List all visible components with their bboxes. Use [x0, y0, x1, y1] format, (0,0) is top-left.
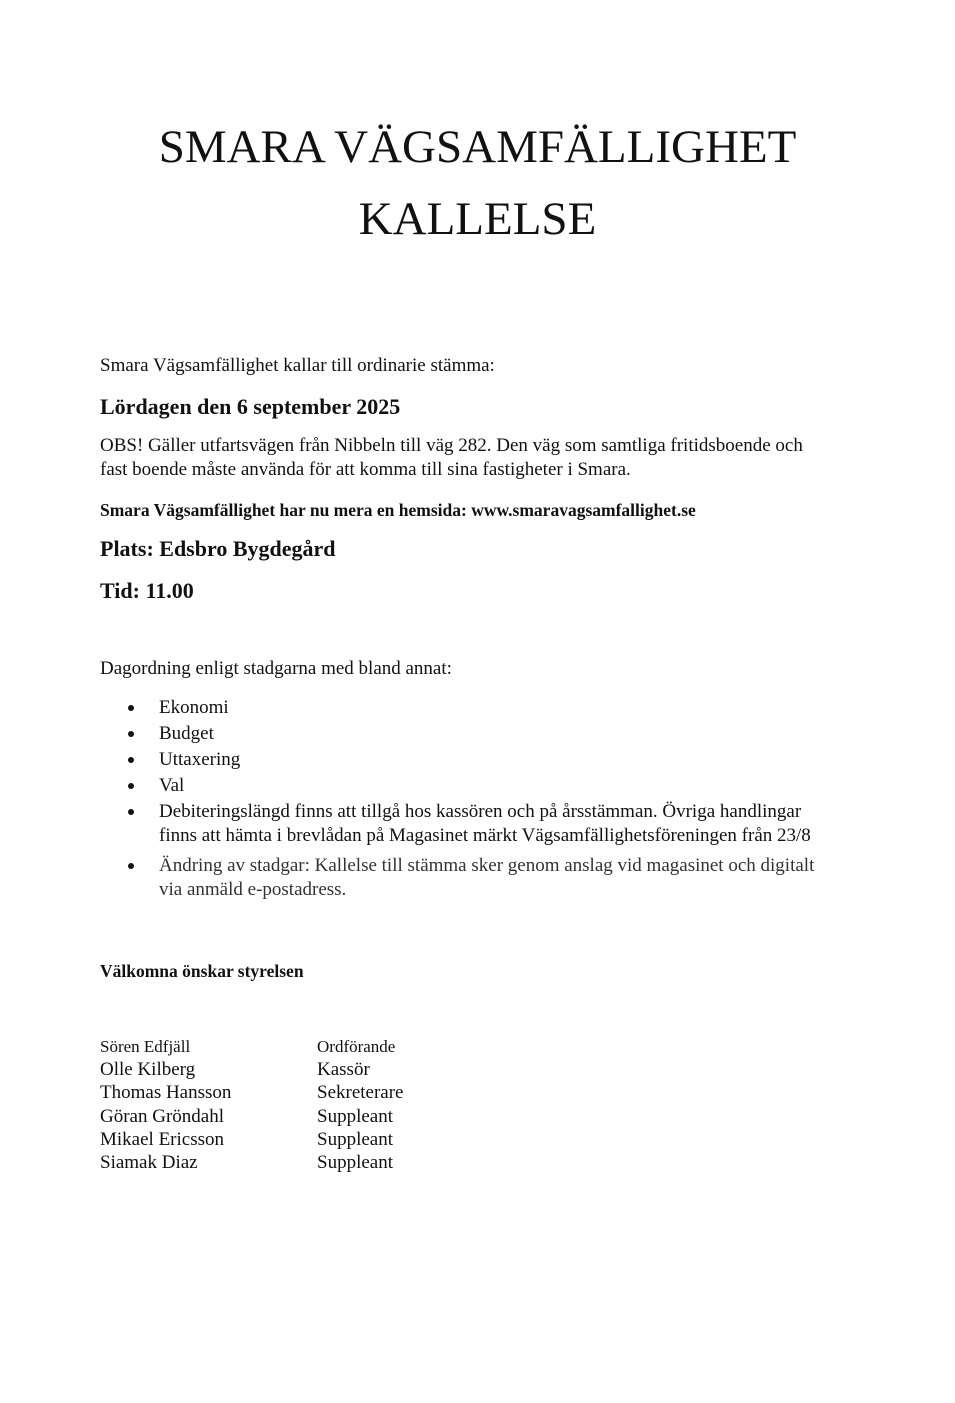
agenda-item — [100, 774, 880, 798]
board-member-role: Suppleant — [317, 1152, 393, 1174]
board-member-name: Göran Gröndahl — [100, 1105, 224, 1127]
board-member-row — [100, 1058, 517, 1081]
agenda-item-text: Val — [159, 775, 185, 796]
board-member-name: Sören Edfjäll — [100, 1037, 191, 1056]
board-member-row — [100, 1035, 517, 1058]
board-member-row — [100, 1081, 517, 1104]
board-member-row — [100, 1151, 517, 1174]
agenda-item-text: Uttaxering — [159, 749, 241, 770]
agenda-item — [100, 854, 880, 902]
agenda-item — [100, 722, 880, 746]
agenda-intro: Dagordning enligt stadgarna med bland annat: — [100, 658, 452, 679]
bullet-icon — [128, 731, 134, 737]
agenda-item-text: Budget — [159, 723, 214, 744]
board-member-role: Suppleant — [317, 1128, 393, 1150]
obs-line-1: OBS! Gäller utfartsvägen från Nibbeln till väg 282. Den väg som samtliga fritidsboende och — [100, 435, 803, 456]
intro-text: Smara Vägsamfällighet kallar till ordinarie stämma: — [100, 355, 495, 376]
board-member-name: Mikael Ericsson — [100, 1128, 225, 1150]
board-member-name: Olle Kilberg — [100, 1059, 196, 1081]
board-member-role: Kassör — [317, 1059, 370, 1081]
obs-line-2: fast boende måste använda för att komma till sina fastigheter i Smara. — [100, 459, 631, 480]
bullet-icon — [128, 863, 134, 869]
obs-notice — [100, 434, 880, 482]
bullet-icon — [128, 705, 134, 711]
board-list — [100, 1035, 517, 1174]
agenda-item-text: Ekonomi — [159, 697, 229, 718]
board-member-role: Ordförande — [317, 1037, 396, 1056]
bullet-icon — [128, 783, 134, 789]
meeting-time: Tid: 11.00 — [100, 578, 194, 603]
bullet-icon — [128, 809, 134, 815]
agenda-item — [100, 800, 880, 848]
board-member-row — [100, 1105, 517, 1128]
agenda-item-text-continued: finns att hämta i brevlådan på Magasinet märkt Vägsamfällighetsföreningen från 23/8 — [159, 825, 811, 846]
board-member-role: Sekreterare — [317, 1082, 404, 1104]
welcome-text: Välkomna önskar styrelsen — [100, 961, 304, 981]
agenda-item-text: Debiteringslängd finns att tillgå hos kassören och på årsstämman. Övriga handlingar — [159, 801, 802, 822]
meeting-place: Plats: Edsbro Bygdegård — [100, 536, 336, 561]
board-member-role: Suppleant — [317, 1105, 393, 1127]
board-member-row — [100, 1128, 517, 1151]
agenda-list — [100, 696, 880, 904]
document-title: SMARA VÄGSAMFÄLLIGHET — [158, 121, 797, 173]
meeting-date: Lördagen den 6 september 2025 — [100, 394, 401, 419]
agenda-item-text-continued: via anmäld e-postadress. — [159, 879, 347, 900]
document-subtitle: KALLELSE — [358, 193, 597, 245]
board-member-name: Thomas Hansson — [100, 1082, 232, 1104]
board-member-name: Siamak Diaz — [100, 1152, 198, 1174]
agenda-item — [100, 696, 880, 720]
agenda-item-text: Ändring av stadgar: Kallelse till stämma sker genom anslag vid magasinet och digitalt — [159, 855, 815, 876]
bullet-icon — [128, 757, 134, 763]
agenda-item — [100, 748, 880, 772]
website-notice: Smara Vägsamfällighet har nu mera en hemsida: www.smaravagsamfallighet.se — [100, 500, 696, 520]
